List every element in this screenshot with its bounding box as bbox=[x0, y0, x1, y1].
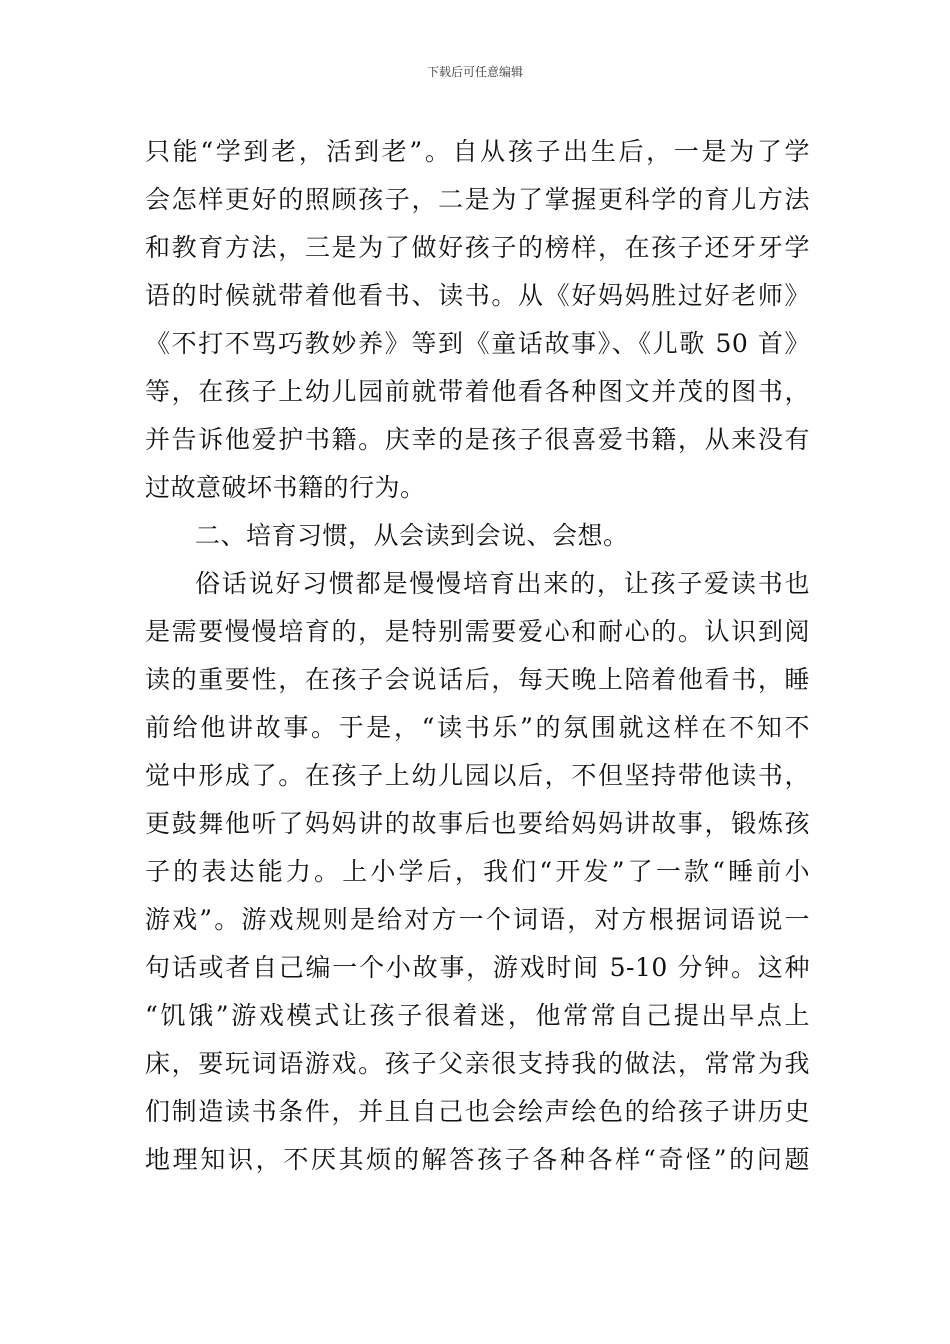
document-body bbox=[145, 128, 810, 1184]
page-header: 下载后可任意编辑 bbox=[426, 65, 523, 79]
text-line: 读的重要性，在孩子会说话后，每天晚上陪着他看书，睡 bbox=[145, 665, 810, 694]
text-line: 俗话说好习惯都是慢慢培育出来的，让孩子爱读书也 bbox=[195, 569, 810, 598]
text-line: 游戏”。游戏规则是给对方一个词语，对方根据词语说一 bbox=[145, 905, 810, 934]
text-line: 会怎样更好的照顾孩子，二是为了掌握更科学的育儿方法 bbox=[145, 185, 810, 214]
text-line: 子的表达能力。上小学后，我们“开发”了一款“睡前小 bbox=[145, 857, 810, 886]
text-line: 《不打不骂巧教妙养》等到《童话故事》、《儿歌 50 首》 bbox=[145, 329, 810, 358]
text-line: 地理知识，不厌其烦的解答孩子各种各样“奇怪”的问题 bbox=[145, 1145, 810, 1174]
text-line: 前给他讲故事。于是，“读书乐”的氛围就这样在不知不 bbox=[145, 713, 810, 742]
text-line: 等，在孩子上幼儿园前就带着他看各种图文并茂的图书， bbox=[145, 377, 810, 406]
text-line: 更鼓舞他听了妈妈讲的故事后也要给妈妈讲故事，锻炼孩 bbox=[145, 809, 810, 838]
text-line: 句话或者自己编一个小故事，游戏时间 5-10 分钟。这种 bbox=[145, 953, 810, 982]
text-line: 二、培育习惯，从会读到会说、会想。 bbox=[195, 521, 629, 550]
text-line: 过故意破坏书籍的行为。 bbox=[145, 473, 426, 502]
text-line: 只能“学到老，活到老”。自从孩子出生后，一是为了学 bbox=[145, 137, 810, 166]
text-line: 并告诉他爱护书籍。庆幸的是孩子很喜爱书籍，从来没有 bbox=[145, 425, 810, 454]
text-line: 床，要玩词语游戏。孩子父亲很支持我的做法，常常为我 bbox=[145, 1049, 810, 1078]
text-line: 语的时候就带着他看书、读书。从《好妈妈胜过好老师》 bbox=[145, 281, 810, 310]
text-line: 觉中形成了。在孩子上幼儿园以后，不但坚持带他读书， bbox=[145, 761, 810, 790]
text-line: 和教育方法，三是为了做好孩子的榜样，在孩子还牙牙学 bbox=[145, 233, 810, 262]
text-line: “饥饿”游戏模式让孩子很着迷，他常常自己提出早点上 bbox=[145, 1001, 810, 1030]
text-line: 是需要慢慢培育的，是特别需要爱心和耐心的。认识到阅 bbox=[145, 617, 810, 646]
text-line: 们制造读书条件，并且自己也会绘声绘色的给孩子讲历史 bbox=[145, 1097, 810, 1126]
